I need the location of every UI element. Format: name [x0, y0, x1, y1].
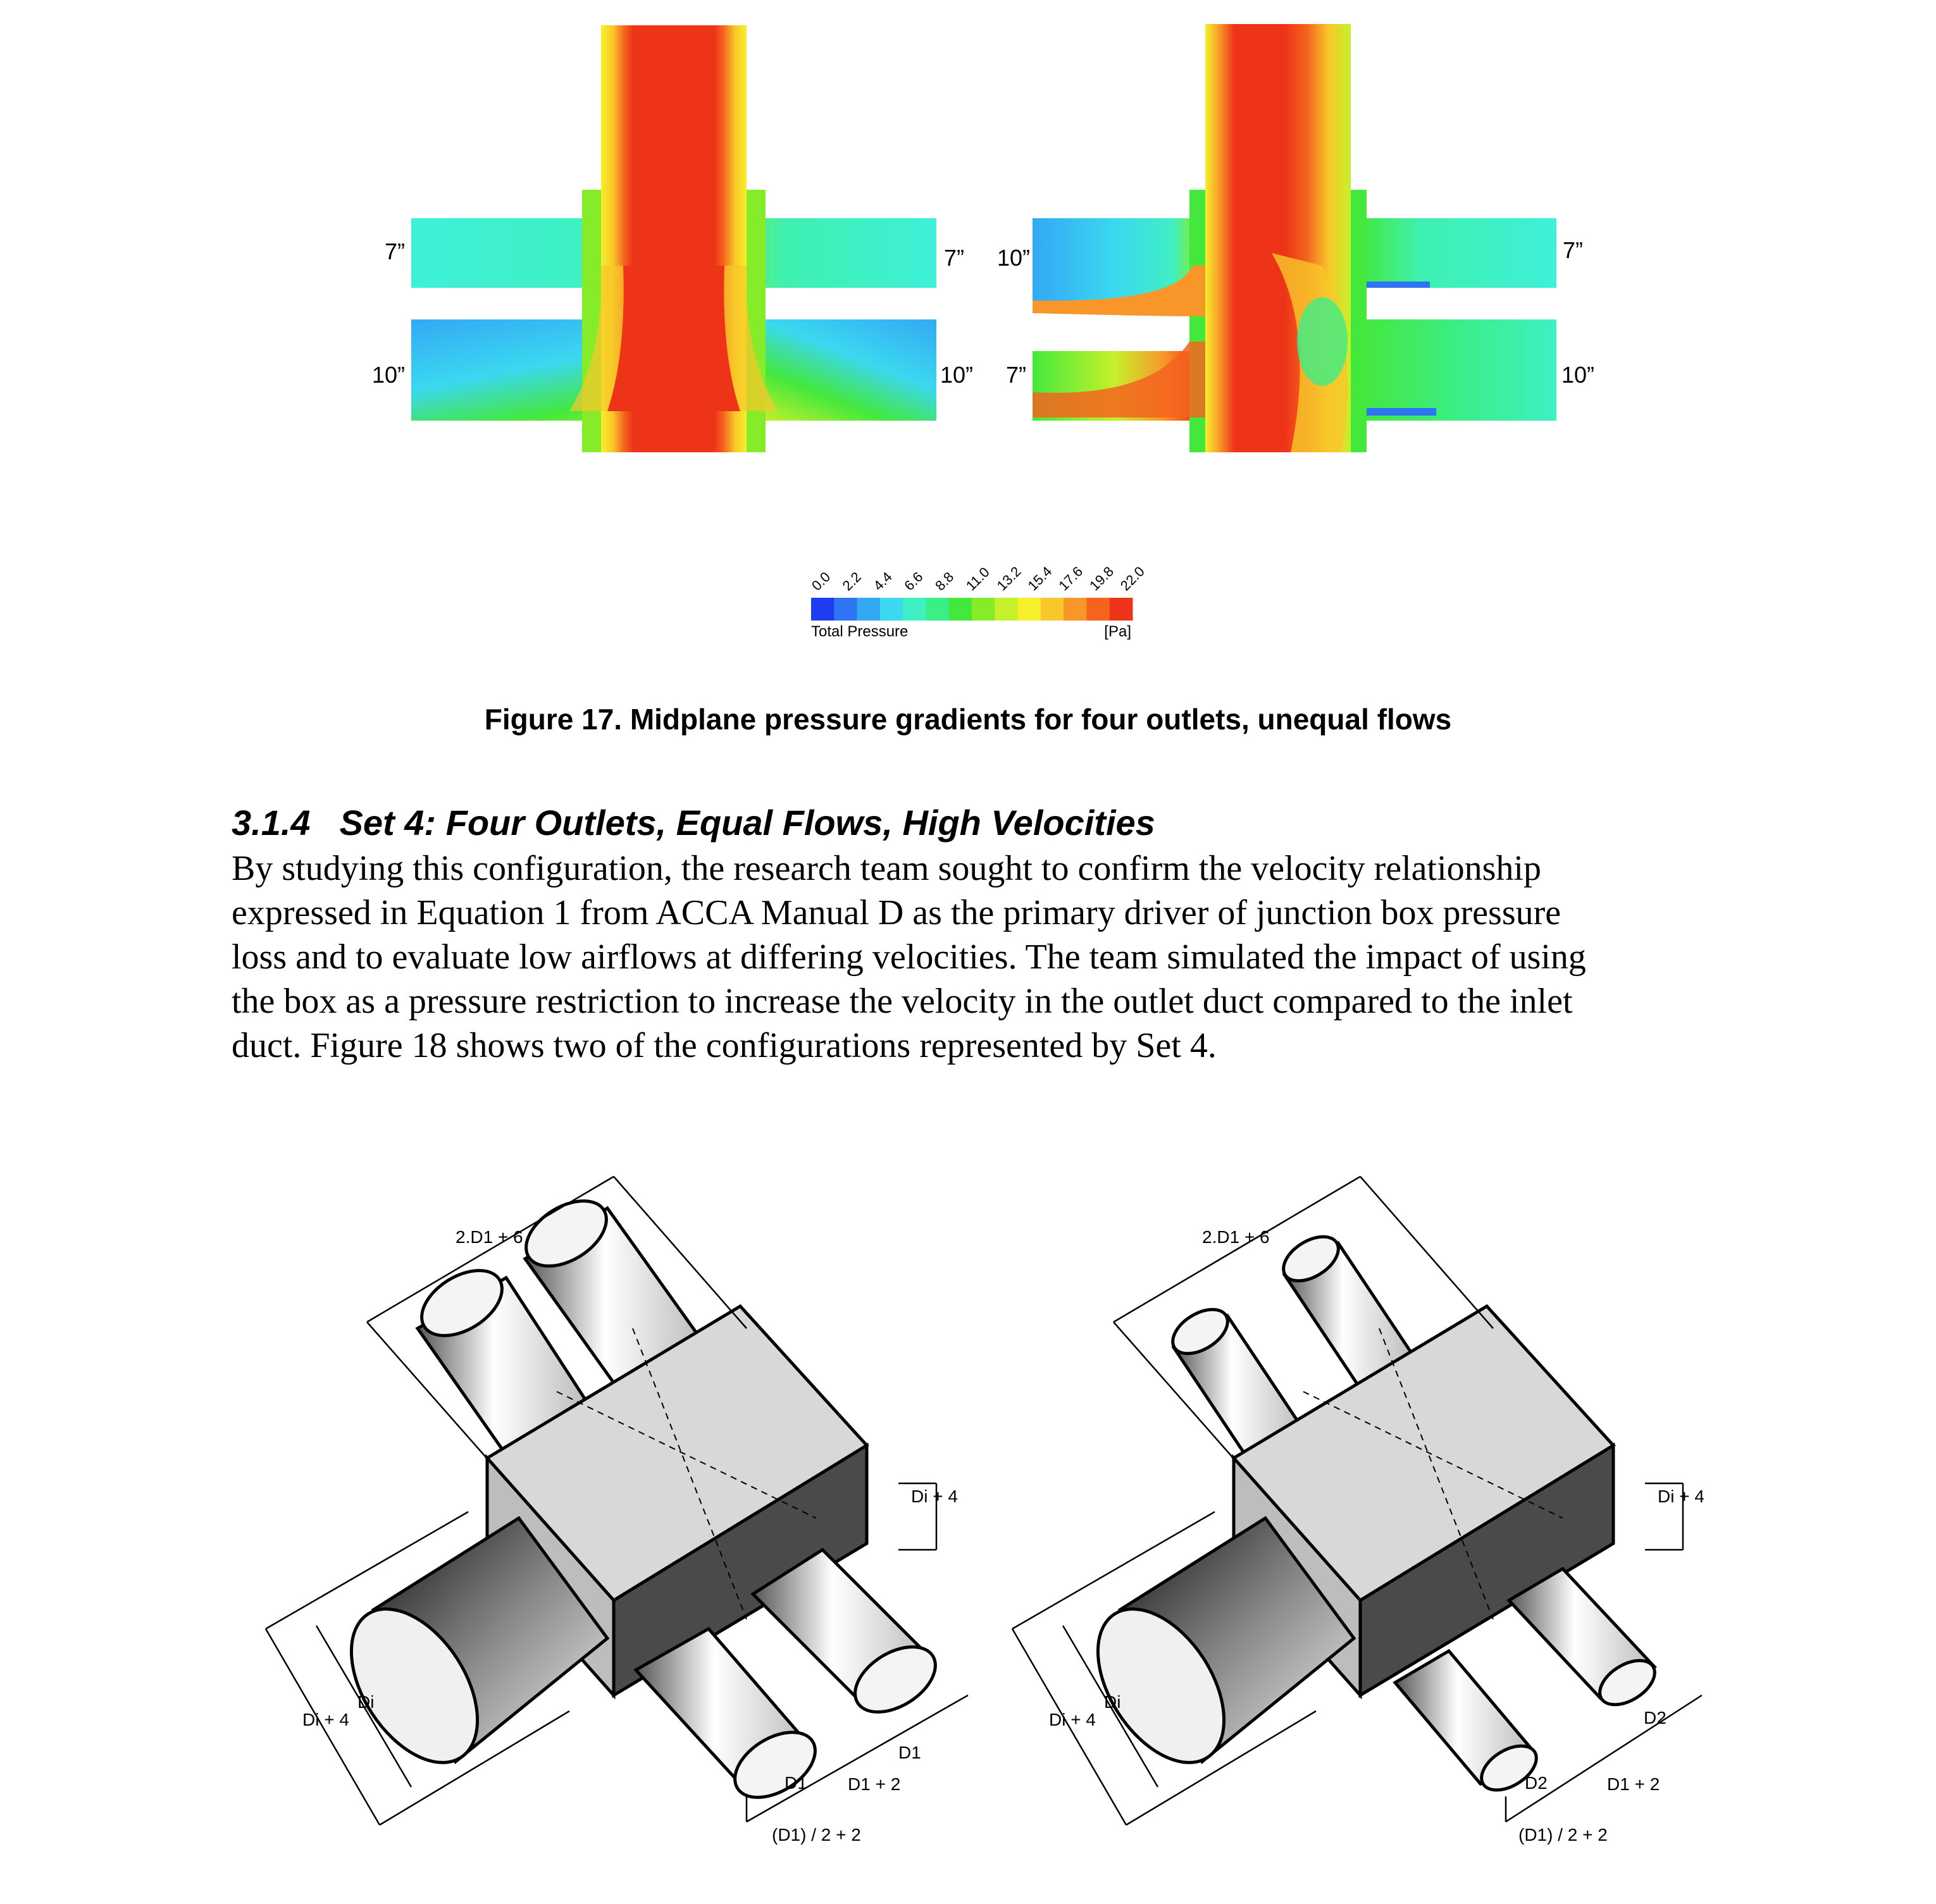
body-line: loss and to evaluate low airflows at differing velocities. The team simulated the impact of using [232, 937, 1586, 977]
label-left-bottom-right: 10” [940, 362, 974, 388]
dim-offset: (D1) / 2 + 2 [772, 1825, 861, 1845]
dim-outlet-right: D2 [1644, 1708, 1666, 1728]
dim-outlet-left: D2 [1525, 1773, 1548, 1793]
colorbar-swatch [857, 598, 881, 621]
dim-top: 2.D1 + 6 [456, 1227, 523, 1247]
label-right-bottom-left: 7” [1005, 362, 1026, 388]
section-number: 3.1.4 [232, 803, 311, 843]
colorbar-tick-label: 4.4 [870, 569, 895, 594]
colorbar-swatch [1018, 598, 1041, 621]
colorbar-tick-labels [809, 564, 1148, 594]
colorbar-swatch [834, 598, 857, 621]
dim-right: Di + 4 [1658, 1487, 1704, 1506]
figure-18-junction-box-diagrams [0, 1139, 1936, 1885]
colorbar-swatch [811, 598, 835, 621]
label-left-bottom-left: 10” [371, 362, 405, 388]
label-right-bottom-right: 10” [1561, 362, 1595, 388]
dim-inlet-inner: Di [357, 1692, 375, 1712]
colorbar-swatch [972, 598, 995, 621]
colorbar-swatch [1110, 598, 1133, 621]
label-right-top-right: 7” [1563, 237, 1584, 263]
dim-top: 2.D1 + 6 [1202, 1227, 1270, 1247]
colorbar-tick-label: 0.0 [808, 569, 834, 594]
colorbar-swatch [903, 598, 926, 621]
section-heading [232, 802, 1155, 843]
label-left-top-left: 7” [384, 238, 405, 264]
body-line: the box as a pressure restriction to increase the velocity in the outlet duct compared to the inlet [232, 982, 1573, 1021]
dim-right: Di + 4 [911, 1487, 958, 1506]
colorbar-swatches [811, 598, 1133, 621]
colorbar-unit: [Pa] [1104, 623, 1131, 640]
dim-outlet-left: D1 [785, 1773, 807, 1793]
colorbar [809, 564, 1148, 640]
colorbar-swatch [1041, 598, 1064, 621]
colorbar-swatch [949, 598, 972, 621]
colorbar-swatch [995, 598, 1018, 621]
left-pressure-plot [411, 25, 936, 452]
label-right-top-left: 10” [996, 245, 1030, 271]
colorbar-tick-label: 6.6 [901, 569, 926, 594]
figure-17-caption: Figure 17. Midplane pressure gradients for four outlets, unequal flows [484, 703, 1452, 736]
colorbar-tick-label: 22.0 [1117, 563, 1148, 594]
body-line: expressed in Equation 1 from ACCA Manual D as the primary driver of junction box pressure [232, 893, 1561, 932]
colorbar-tick-label: 8.8 [932, 569, 957, 594]
dim-offset: (D1) / 2 + 2 [1518, 1825, 1608, 1845]
colorbar-tick-label: 13.2 [993, 563, 1024, 594]
right-bottom-right-duct [1360, 319, 1556, 421]
colorbar-tick-label: 19.8 [1086, 563, 1117, 594]
colorbar-swatch [1086, 598, 1110, 621]
dim-inlet-outer: Di + 4 [302, 1710, 349, 1729]
figure-17-pressure-plots [0, 0, 1936, 683]
colorbar-tick-label: 17.6 [1055, 563, 1086, 594]
colorbar-tick-label: 2.2 [839, 569, 864, 594]
colorbar-swatch [880, 598, 903, 621]
section-body [232, 846, 1725, 1068]
right-junction-diagram [1012, 1177, 1702, 1825]
dim-outlet-right: D1 [898, 1743, 921, 1762]
colorbar-swatch [1064, 598, 1087, 621]
body-line: By studying this configuration, the research team sought to confirm the velocity relationship [232, 849, 1541, 888]
colorbar-title: Total Pressure [811, 623, 909, 640]
right-pressure-plot [1033, 24, 1556, 452]
body-line: duct. Figure 18 shows two of the configurations represented by Set 4. [232, 1026, 1217, 1065]
label-left-top-right: 7” [944, 245, 965, 271]
colorbar-tick-label: 11.0 [962, 564, 993, 594]
dim-inlet-inner: Di [1104, 1692, 1121, 1712]
left-junction-diagram [266, 1177, 968, 1825]
right-top-right-duct [1360, 218, 1556, 288]
dim-spacing: D1 + 2 [1607, 1774, 1660, 1794]
colorbar-swatch [926, 598, 949, 621]
dim-spacing: D1 + 2 [848, 1774, 901, 1794]
section-title: Set 4: Four Outlets, Equal Flows, High Velocities [339, 803, 1155, 843]
dim-inlet-outer: Di + 4 [1049, 1710, 1096, 1729]
colorbar-tick-label: 15.4 [1024, 563, 1055, 594]
